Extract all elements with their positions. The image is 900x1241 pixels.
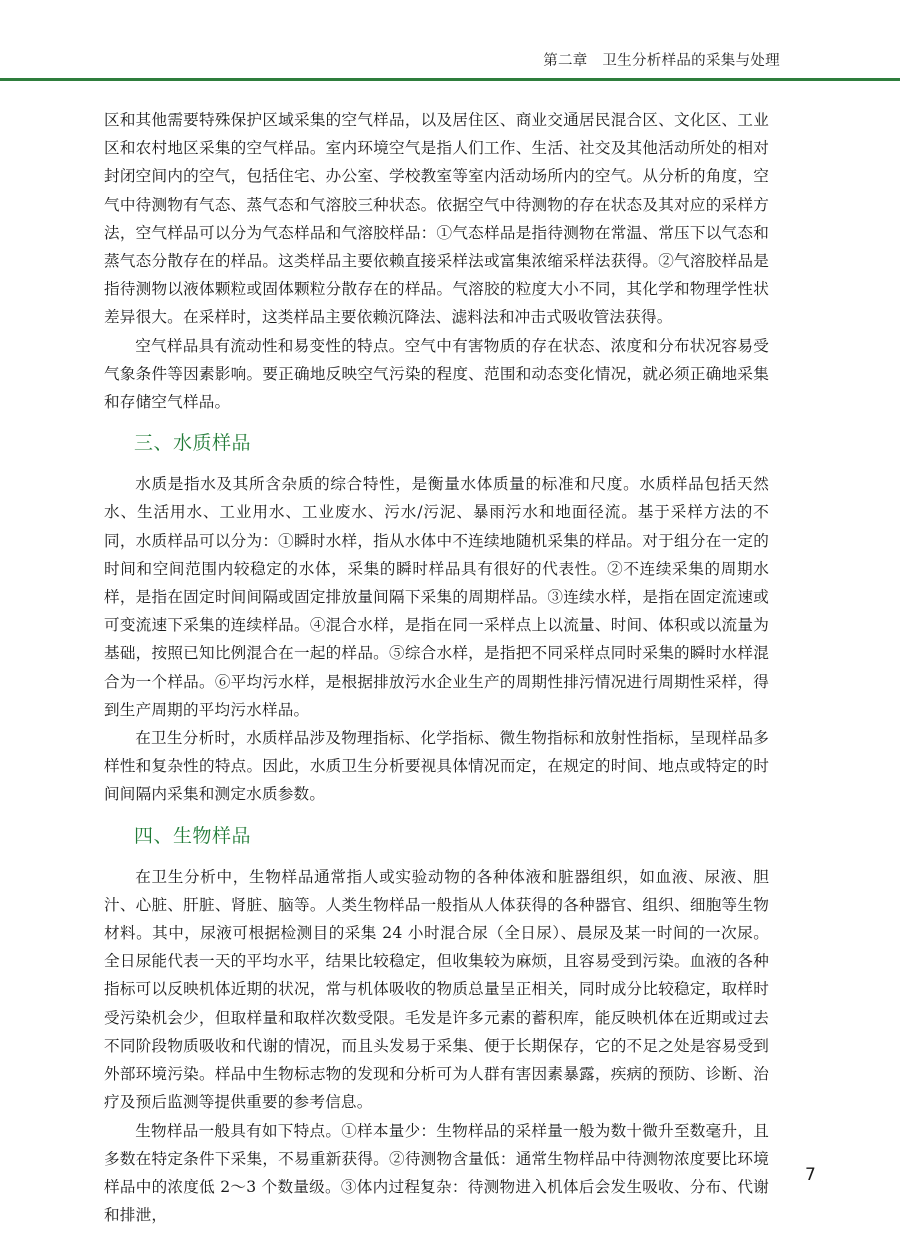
section-heading-water-samples: 三、水质样品 — [134, 432, 252, 455]
page-body — [104, 106, 769, 1229]
header-rule — [0, 78, 900, 81]
page-number: 7 — [805, 1165, 816, 1185]
section-heading-biological-samples: 四、生物样品 — [134, 824, 252, 847]
paragraph-air-continued: 区和其他需要特殊保护区域采集的空气样品，以及居住区、商业交通居民混合区、文化区、工业区和农村地区采集的空气样品。室内环境空气是指人们工作、生活、社交及其他活动所处的相对封闭空间内的空气，包括住宅、办公室、学校教室等室内活动场所内的空气。从分析的角度，空气中待测物有气态、蒸气态和气溶胶三种状态。依据空气中待测物的存在状态及其对应的采样方法，空气样品可以分为气态样品和气溶胶样品：①气态样品是指待测物在常温、常压下以气态和蒸气态分散存在的样品。这类样品主要依赖直接采样法或富集浓缩采样法获得。②气溶胶样品是指待测物以液体颗粒或固体颗粒分散存在的样品。气溶胶的粒度大小不同，其化学和物理学性状差异很大。在采样时，这类样品主要依赖沉降法、滤料法和冲击式吸收管法获得。 — [104, 111, 769, 327]
paragraph-bio-features: 生物样品一般具有如下特点。①样本量少：生物样品的采样量一般为数十微升至数毫升，且多数在特定条件下采集，不易重新获得。②待测物含量低：通常生物样品中待测物浓度要比环境样品中的浓度低 2～3 个数量级。③体内过程复杂：待测物进入机体后会发生吸收、分布、代谢和排泄， — [104, 1121, 769, 1225]
paragraph-air-properties: 空气样品具有流动性和易变性的特点。空气中有害物质的存在状态、浓度和分布状况容易受气象条件等因素影响。要正确地反映空气污染的程度、范围和动态变化情况，就必须正确地采集和存储空气样品。 — [104, 336, 769, 412]
paragraph-water-definition: 水质是指水及其所含杂质的综合特性，是衡量水体质量的标准和尺度。水质样品包括天然水、生活用水、工业用水、工业废水、污水/污泥、暴雨污水和地面径流。基于采样方法的不同，水质样品可以分为：①瞬时水样，指从水体中不连续地随机采集的样品。对于组分在一定的时间和空间范围内较稳定的水体，采集的瞬时样品具有很好的代表性。②不连续采集的周期水样，是指在固定时间间隔或固定排放量间隔下采集的周期样品。③连续水样，是指在固定流速或可变流速下采集的连续样品。④混合水样，是指在同一采样点上以流量、时间、体积或以流量为基础，按照已知比例混合在一起的样品。⑤综合水样，是指把不同采样点同时采集的瞬时水样混合为一个样品。⑥平均污水样，是根据排放污水企业生产的周期性排污情况进行周期性采样，得到生产周期的平均污水样品。 — [104, 475, 769, 719]
running-title: 第二章 卫生分析样品的采集与处理 — [543, 53, 780, 69]
page-header — [0, 0, 900, 84]
paragraph-water-analysis: 在卫生分析时，水质样品涉及物理指标、化学指标、微生物指标和放射性指标，呈现样品多样性和复杂性的特点。因此，水质卫生分析要视具体情况而定，在规定的时间、地点或特定的时间间隔内采集和测定水质参数。 — [104, 729, 769, 804]
paragraph-bio-definition: 在卫生分析中，生物样品通常指人或实验动物的各种体液和脏器组织，如血液、尿液、胆汁、心脏、肝脏、肾脏、脑等。人类生物样品一般指从人体获得的各种器官、组织、细胞等生物材料。其中，尿液可根据检测目的采集 24 小时混合尿（全日尿）、晨尿及某一时间的一次尿。全日尿能代表一天的平均水平，结果比较稳定，但收集较为麻烦，且容易受到污染。血液的各种指标可以反映机体近期的状况，常与机体吸收的物质总量呈正相关，同时成分比较稳定，取样时受污染机会少，但取样量和取样次数受限。毛发是许多元素的蓄积库，能反映机体在近期或过去不同阶段物质吸收和代谢的情况，而且头发易于采集、便于长期保存，它的不足之处是容易受到外部环境污染。样品中生物标志物的发现和分析可为人群有害因素暴露，疾病的预防、诊断、治疗及预后监测等提供重要的参考信息。 — [104, 867, 769, 1112]
